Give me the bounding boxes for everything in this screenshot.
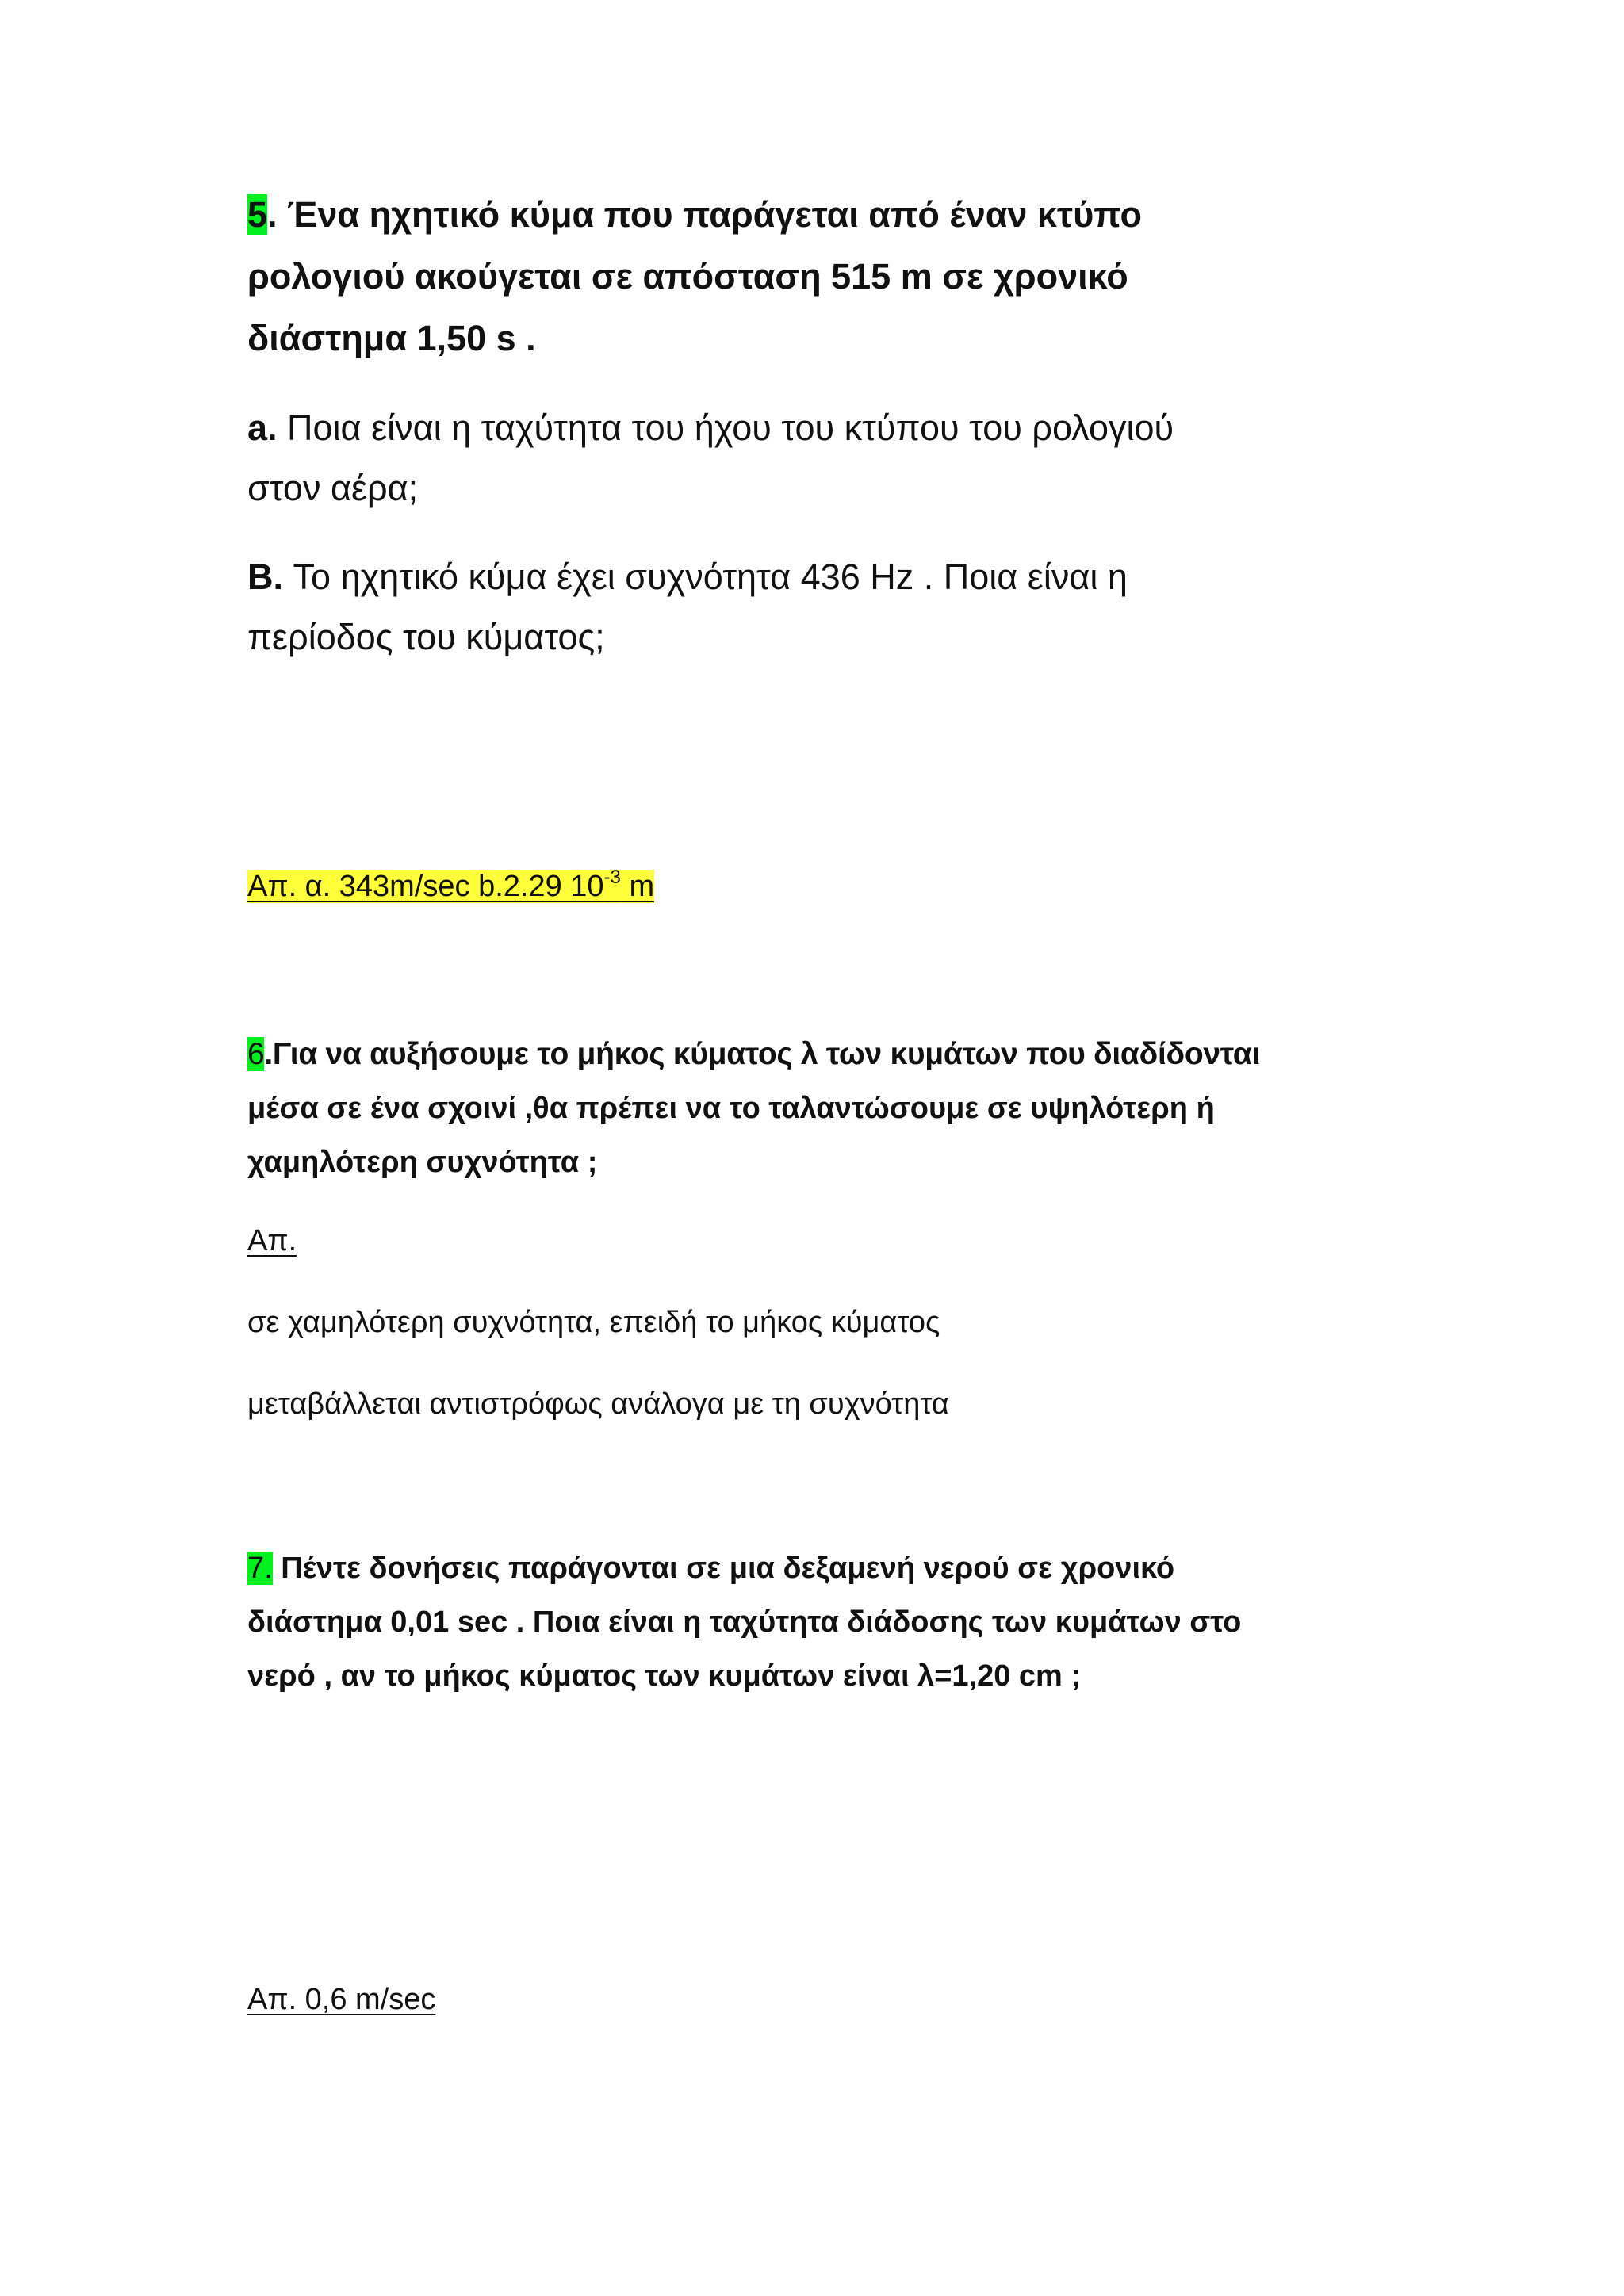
question-5-line-1: 5. Ένα ηχητικό κύμα που παράγεται από έναν κτύπο: [247, 194, 1142, 235]
question-5-part-a: a. Ποια είναι η ταχύτητα του ήχου του κτύπου του ρολογιού στον αέρα;: [247, 408, 1174, 508]
question-7-line-3: νερό , αν το μήκος κύματος των κυμάτων είναι λ=1,20 cm ;: [247, 1659, 1082, 1693]
question-6: [247, 1027, 1437, 1189]
question-6-line-3: χαμηλότερη συχνότητα ;: [247, 1146, 598, 1179]
question-5-line-3: διάστημα 1,50 s .: [247, 318, 536, 358]
part-a-label: a.: [247, 408, 278, 448]
question-7-number: 7.: [247, 1552, 273, 1585]
question-7: [247, 1541, 1437, 1703]
question-6-answer-label: Απ.: [247, 1224, 297, 1257]
answer-exponent: -3: [603, 867, 621, 888]
question-5: [247, 184, 1437, 369]
question-5-answer: Απ. α. 343m/sec b.2.29 $10^{-3}$ m: [247, 867, 655, 903]
question-6-number: 6: [247, 1037, 265, 1071]
part-b-label: B.: [247, 557, 283, 597]
question-6-answer-line-1: σε χαμηλότερη συχνότητα, επειδή το μήκος κύματος: [247, 1306, 940, 1339]
question-5-line-2: ρολογιού ακούγεται σε απόσταση 515 m σε χρονικό: [247, 256, 1128, 297]
question-5-part-b: B. Το ηχητικό κύμα έχει συχνότητα 436 Hz . Ποια είναι η περίοδος του κύματος;: [247, 557, 1128, 657]
question-7-line-2: διάστημα 0,01 sec . Ποια είναι η ταχύτητα διάδοσης των κυμάτων στο: [247, 1605, 1242, 1639]
question-6-line-2: μέσα σε ένα σχοινί ,θα πρέπει να το ταλαντώσουμε σε υψηλότερη ή: [247, 1092, 1215, 1125]
question-5-number: 5: [247, 194, 268, 235]
question-7-answer: Απ. 0,6 m/sec: [247, 1983, 436, 2016]
question-6-answer-line-2: μεταβάλλεται αντιστρόφως ανάλογα με τη συχνότητα: [247, 1387, 949, 1421]
question-7-line-1: 7. Πέντε δονήσεις παράγονται σε μια δεξαμενή νερού σε χρονικό: [247, 1552, 1175, 1585]
question-6-line-1: 6.Για να αυξήσουμε το μήκος κύματος λ των κυμάτων που διαδίδονται: [247, 1037, 1260, 1071]
